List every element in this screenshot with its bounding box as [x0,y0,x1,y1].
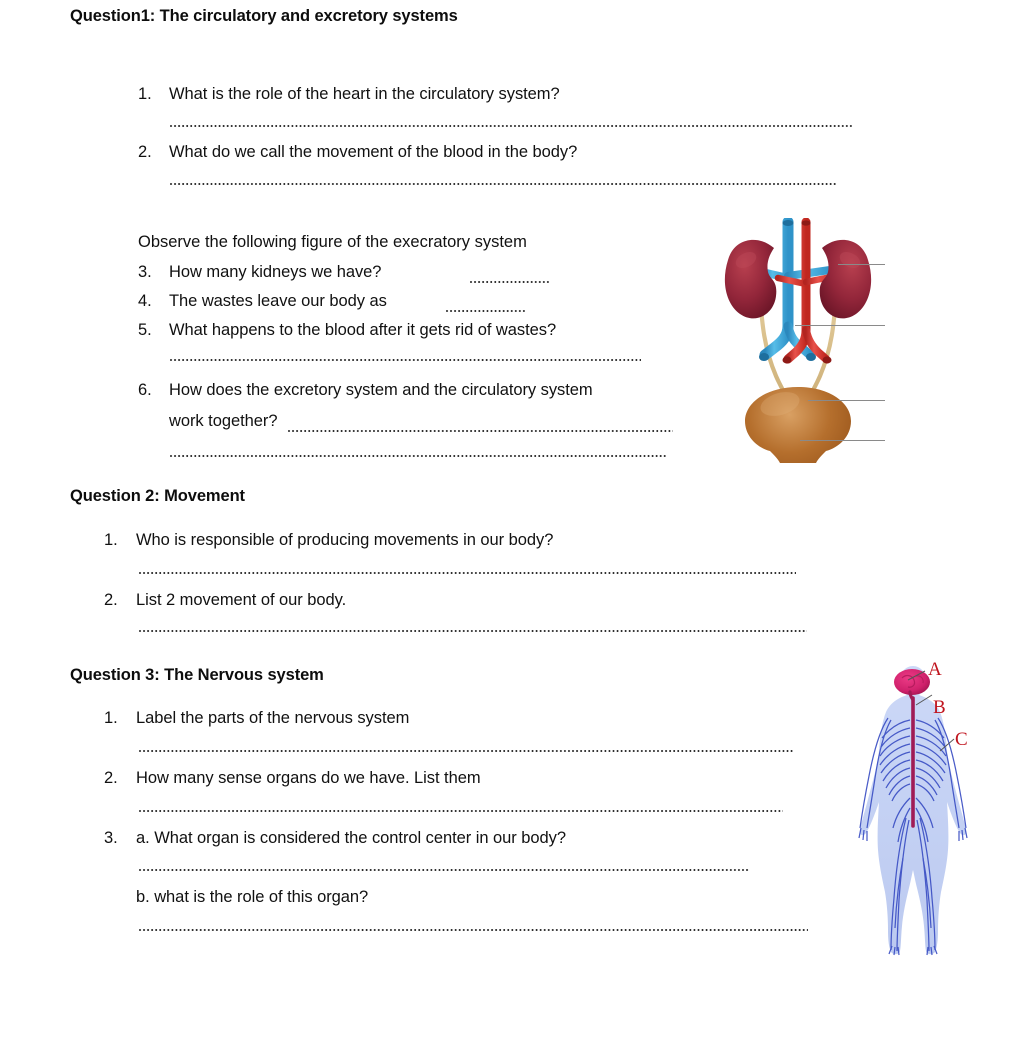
leader-line-urethra [800,440,885,441]
question-text: The wastes leave our body as [169,292,387,310]
nervous-label-a: A [928,659,942,680]
answer-line[interactable] [170,455,666,458]
section-heading-question-3: Question 3: The Nervous system [70,666,324,684]
question-text-part-b: b. what is the role of this organ? [136,888,369,906]
nervous-label-c: C [955,729,968,750]
question-text: How many sense organs do we have. List them [136,769,481,787]
question-text: a. What organ is considered the control center in our body? [136,829,566,847]
answer-line[interactable] [139,572,796,575]
answer-line[interactable] [170,359,641,362]
leader-line-bladder [808,400,885,401]
item-number: 4. [138,292,152,310]
vein-end-right [806,353,816,361]
kidney-left-shape [725,240,776,319]
question-text: What is the role of the heart in the circulatory system? [169,85,560,103]
item-number: 6. [138,381,152,399]
vein-top-opening [783,220,794,226]
question-text: Label the parts of the nervous system [136,709,410,727]
question-text: List 2 movement of our body. [136,591,347,609]
item-number: 2. [104,591,118,609]
artery-end-right [823,356,832,363]
vein-end-left [759,353,769,361]
question-text: How many kidneys we have? [169,263,382,281]
answer-blank[interactable] [470,281,549,284]
question-text: What do we call the movement of the blood in the body? [169,143,578,161]
section-heading-question-1: Question1: The circulatory and excretory systems [70,7,458,25]
item-number: 1. [104,709,118,727]
question-text: Who is responsible of producing movements in our body? [136,531,554,549]
answer-blank[interactable] [446,310,525,313]
question-text: What happens to the blood after it gets rid of wastes? [169,321,557,339]
answer-line[interactable] [139,810,783,813]
item-number: 5. [138,321,152,339]
artery-end-left [783,356,792,363]
answer-line[interactable] [139,929,808,932]
figure-instruction: Observe the following figure of the execratory system [138,233,527,251]
nervous-label-b: B [933,697,946,718]
artery-top-opening [801,220,810,225]
answer-line[interactable] [139,630,807,633]
leader-line-c [940,739,954,751]
kidney-right-shape [820,240,871,319]
item-number: 3. [138,263,152,281]
leader-line-b [916,695,932,705]
answer-line[interactable] [170,125,852,128]
answer-line[interactable] [170,183,836,186]
answer-blank[interactable] [288,430,673,433]
question-text: How does the excretory system and the circulatory system [169,381,593,399]
leader-line-kidney [838,264,885,265]
answer-line[interactable] [139,869,750,872]
question-text-continued: work together? [169,412,278,430]
section-heading-question-2: Question 2: Movement [70,487,245,505]
excretory-system-diagram [718,218,888,463]
item-number: 1. [104,531,118,549]
item-number: 1. [138,85,152,103]
answer-line[interactable] [139,750,794,753]
item-number: 2. [104,769,118,787]
item-number: 2. [138,143,152,161]
excretory-system-svg [718,218,888,463]
leader-line-ureter [795,325,885,326]
leader-line-a [908,671,925,680]
item-number: 3. [104,829,118,847]
